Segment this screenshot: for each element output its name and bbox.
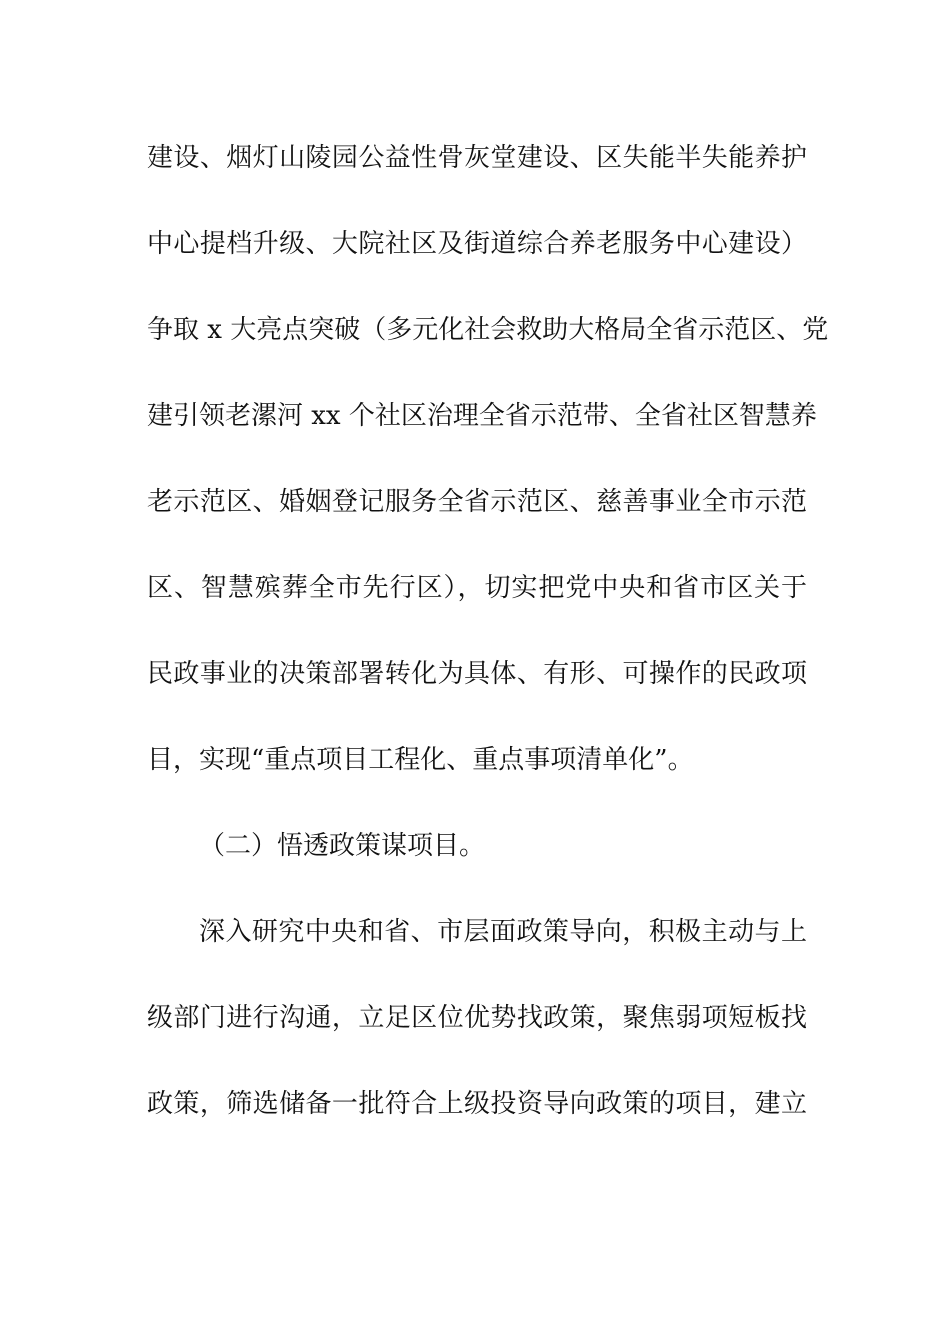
section-heading: （二）悟透政策谋项目。	[199, 831, 486, 861]
text-line: 中心提档升级、大院社区及街道综合养老服务中心建设）	[147, 229, 807, 259]
text-line: 建引领老漯河 xx 个社区治理全省示范带、全省社区智慧养	[147, 401, 817, 431]
text-line: 民政事业的决策部署转化为具体、有形、可操作的民政项	[147, 659, 807, 689]
text-line: 老示范区、婚姻登记服务全省示范区、慈善事业全市示范	[147, 487, 807, 517]
text-line: 政策，筛选储备一批符合上级投资导向政策的项目，建立	[147, 1089, 807, 1119]
text-line: 争取 x 大亮点突破（多元化社会救助大格局全省示范区、党	[147, 315, 829, 345]
text-line: 目，实现“重点项目工程化、重点事项清单化”。	[147, 745, 694, 775]
text-line: 深入研究中央和省、市层面政策导向，积极主动与上	[199, 917, 807, 947]
text-line: 区、智慧殡葬全市先行区），切实把党中央和省市区关于	[147, 573, 807, 603]
text-line: 级部门进行沟通，立足区位优势找政策，聚焦弱项短板找	[147, 1003, 807, 1033]
text-line: 建设、烟灯山陵园公益性骨灰堂建设、区失能半失能养护	[147, 143, 807, 173]
